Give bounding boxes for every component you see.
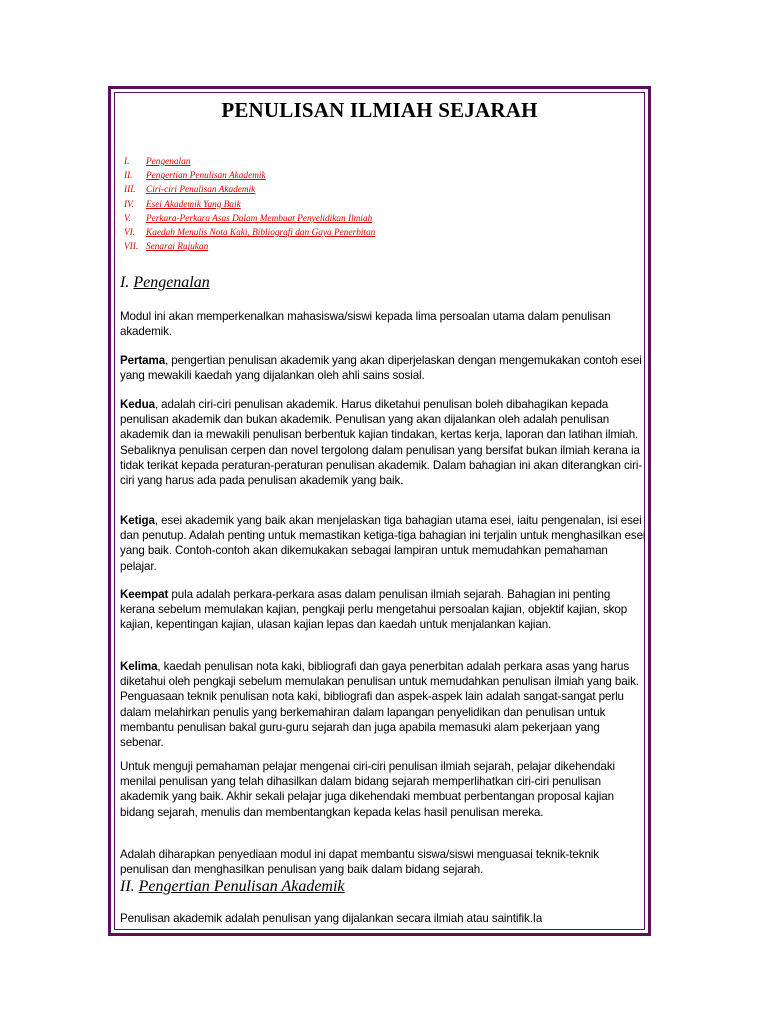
paragraph-ketiga [120, 513, 646, 574]
toc-number: I. [124, 157, 130, 167]
toc-item [124, 212, 634, 226]
section-title: Pengertian Penulisan Akademik [138, 878, 345, 895]
toc-item [124, 240, 634, 254]
toc-item [124, 183, 634, 197]
toc-link-pengertian[interactable]: Pengertian Penulisan Akademik [146, 171, 266, 182]
section-title: Pengenalan [133, 274, 210, 291]
paragraph-lead: Keempat [120, 588, 169, 601]
paragraph-keempat [120, 587, 646, 633]
section-heading-pengenalan [120, 273, 210, 293]
toc-link-kaedah[interactable]: Kaedah Menulis Nota Kaki, Bibliografi dan Gaya Penerbitan [146, 228, 376, 239]
toc-number: V. [124, 213, 131, 224]
toc-number: VI. [124, 228, 136, 239]
section-number: I. [120, 274, 130, 291]
paragraph-body: pula adalah perkara-perkara asas dalam penulisan ilmiah sejarah. Bahagian ini penting kerana sebelum memulakan kajian, pengkaji perlu mengetahui persoalan kajian, objektif kajian, skop kajian, kepentingan kajian, ulasan kajian lepas dan kaedah untuk menjalankan kajian. [120, 588, 628, 632]
paragraph-intro: Modul ini akan memperkenalkan mahasiswa/siswi kepada lima persoalan utama dalam penulisan akademik. [120, 310, 611, 339]
table-of-contents [124, 155, 634, 254]
toc-item [124, 169, 634, 183]
toc-item [124, 198, 634, 212]
paragraph-body: , esei akademik yang baik akan menjelaskan tiga bahagian utama esei, iaitu pengenalan, isi esei dan penutup. Adalah penting untuk memastikan ketiga-tiga bahagian ini terjalin untuk menghasilkan esei yang baik. Contoh-contoh akan dikemukakan sebagai lampiran untuk memudahkan pemahaman pelajar. [120, 514, 646, 573]
paragraph-pertama [120, 353, 646, 383]
toc-link-pengenalan[interactable]: Pengenalan [146, 157, 191, 167]
toc-link-rujukan[interactable]: Senarai Rujukan [146, 242, 209, 253]
paragraph-body: , adalah ciri-ciri penulisan akademik. Harus diketahui penulisan boleh dibahagikan kepada penulisan akademik dan bukan akademik. Penulisan yang akan dijalankan oleh adalah penulisan akademik dan ia mewakili penulisan berbentuk kajian tindakan, kertas kerja, laporan dan latihan ilmiah. Sebaliknya penulisan cerpen dan novel tergolong dalam penulisan yang bersifat bukan ilmiah kerana ia tidak terikat kepada peraturan-peraturan penulisan akademik. Dalam bahagian ini akan diterangkan ciri-ciri yang harus ada pada penulisan akademik yang baik. [120, 398, 643, 488]
paragraph-lead: Pertama [120, 354, 166, 367]
paragraph-menguji: Untuk menguji pemahaman pelajar mengenai ciri-ciri penulisan ilmiah sejarah, pelajar dikehendaki menilai penulisan yang telah dihasilkan dalam bidang sejarah memperlihatkan ciri-ciri penulisan akademik yang baik. Akhir sekali pelajar juga dikehendaki membuat perbentangan proposal kajian bidang sejarah, menulis dan membentangkan kepada kelas hasil penulisan mereka. [120, 760, 616, 819]
paragraph-lead: Ketiga [120, 514, 155, 527]
toc-number: IV. [124, 199, 134, 210]
paragraph-harapan: Adalah diharapkan penyediaan modul ini dapat membantu siswa/siswi menguasai teknik-teknik penulisan dan menghasilkan penulisan yang baik dalam bidang sejarah. [120, 848, 599, 877]
toc-number: III. [124, 185, 136, 196]
paragraph-body: , pengertian penulisan akademik yang akan diperjelaskan dengan mengemukakan contoh esei yang mewakili kaedah yang dijalankan oleh ahli sains sosial. [120, 354, 642, 383]
toc-link-ciri-ciri[interactable]: Ciri-ciri Penulisan Akademik [146, 185, 256, 196]
section-heading-pengertian [120, 877, 345, 897]
document-title: PENULISAN ILMIAH SEJARAH [221, 98, 538, 122]
paragraph-kelima [120, 659, 646, 750]
paragraph-pengertian: Penulisan akademik adalah penulisan yang dijalankan secara ilmiah atau saintifik.Ia [120, 912, 543, 925]
paragraph-lead: Kelima [120, 660, 158, 673]
paragraph-lead: Kedua [120, 398, 155, 411]
toc-link-esei[interactable]: Esei Akademik Yang Baik [146, 199, 241, 210]
toc-item [124, 226, 634, 240]
section-number: II. [120, 878, 135, 895]
toc-number: VII. [124, 242, 139, 253]
toc-link-perkara-asas[interactable]: Perkara-Perkara Asas Dalam Membuat Penyelidikan Ilmiah [146, 213, 373, 224]
paragraph-body: , kaedah penulisan nota kaki, bibliografi dan gaya penerbitan adalah perkara asas yang harus diketahui oleh pengkaji sebelum memulakan penulisan untuk memudahkan penulisan ilmiah yang baik. Penguasaan teknik penulisan nota kaki, bibliografi dan aspek-aspek lain adalah sangat-sangat perlu dalam melahirkan penulis yang berkemahiran dalam lapangan penyelidikan dan penulisan untuk membantu penulisan bakal guru-guru sejarah dan juga apabila memasuki alam pekerjaan yang sebenar. [120, 660, 639, 750]
paragraph-kedua [120, 397, 646, 488]
toc-number: II. [124, 171, 133, 182]
toc-item [124, 155, 634, 169]
